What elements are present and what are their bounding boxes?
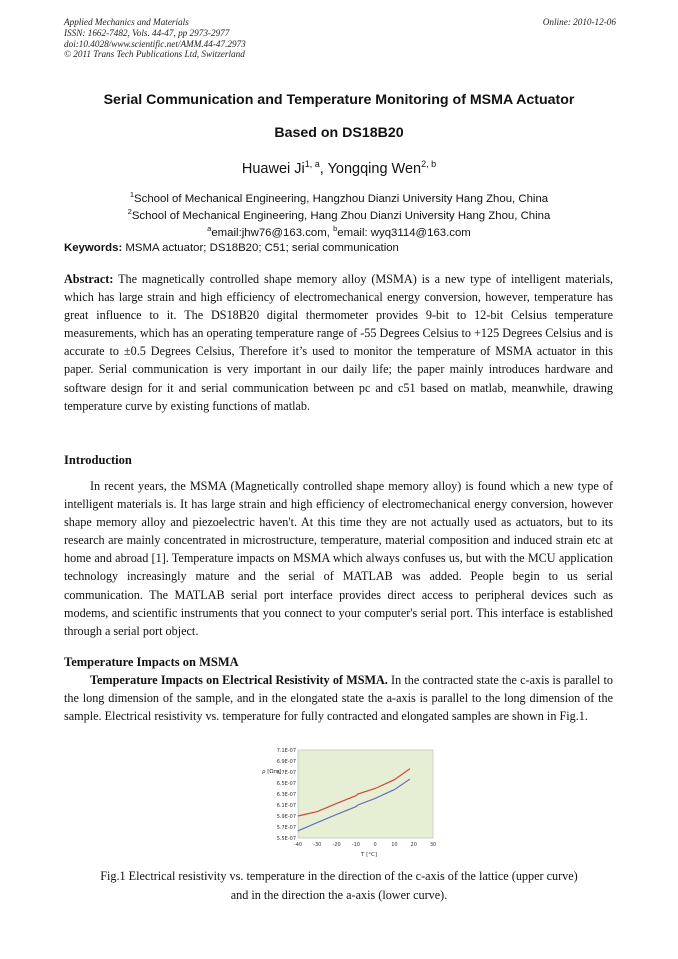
x-tick-label: -40 bbox=[293, 842, 303, 848]
y-tick-label: 6.9E-07 bbox=[276, 758, 296, 765]
y-tick-label: 6.1E-07 bbox=[276, 802, 296, 809]
resistivity-chart bbox=[260, 745, 442, 857]
affiliation-2-text: School of Mechanical Engineering, Hang Zhou Dianzi University Hang Zhou, China bbox=[131, 209, 551, 222]
temperature-section-text bbox=[64, 671, 613, 725]
x-axis-label: T [°C] bbox=[361, 852, 377, 857]
temperature-subheading: Temperature Impacts on Electrical Resistivity of MSMA. bbox=[90, 673, 388, 687]
y-tick-label: 5.5E-07 bbox=[276, 835, 296, 842]
caption-line-1: Fig.1 Electrical resistivity vs. temperature in the direction of the c-axis of the lattice (upper curve) bbox=[100, 869, 578, 883]
emails bbox=[0, 224, 678, 239]
author-2: Yongqing Wen bbox=[327, 160, 422, 177]
abstract-text: The magnetically controlled shape memory alloy (MSMA) is a new type of intelligent materials, which has large strain and high efficiency of electromechanical energy conversion, however, temperature has great influence to it. The DS18B20 digital thermometer provides 9-bit to 12-bit Celsius temperature measurements, which has an operating temperature range of -55 Degrees Celsius to +125 Degrees Celsius and is accurate to ±0.5 Degrees Celsius, Therefore it’s used to monitor the temperature of MSMA actuator in this paper. Serial communication is very important in our daily life; the paper mainly introduces hardware and software design for it and serial communication between pc and c51 based on matlab, meanwhile, drawing temperature curve by existing functions of matlab. bbox=[64, 272, 613, 413]
affiliation-1-sup: 1 bbox=[129, 190, 135, 199]
abstract-label: Abstract: bbox=[64, 272, 114, 286]
y-tick-label: 7.1E-07 bbox=[276, 747, 296, 754]
temperature-section-heading: Temperature Impacts on MSMA bbox=[64, 655, 239, 669]
keywords bbox=[64, 242, 399, 254]
affiliation-2 bbox=[0, 207, 678, 222]
y-tick-label: 6.7E-07 bbox=[276, 769, 296, 776]
caption-line-2: and in the direction the a-axis (lower curve). bbox=[230, 887, 448, 902]
y-axis-label: ρ [Ωm] bbox=[262, 769, 282, 775]
author-1: Huawei Ji bbox=[241, 160, 305, 177]
abstract bbox=[64, 270, 613, 415]
authors bbox=[0, 159, 678, 177]
x-tick-label: -30 bbox=[313, 842, 322, 848]
email-a: email:jhw76@163.com, bbox=[211, 226, 334, 239]
x-tick-label: 20 bbox=[410, 842, 417, 848]
online-date: Online: 2010-12-06 bbox=[542, 17, 616, 27]
paper-title-line-1: Serial Communication and Temperature Monitoring of MSMA Actuator bbox=[103, 92, 575, 108]
email-b-sup: b bbox=[333, 224, 338, 233]
temperature-paragraph: In the contracted state the c-axis is parallel to the long dimension of the sample, and in the elongated state the a-axis is parallel to the long dimension of the sample. Electrical resistivity vs. temperature for fully contracted and elongated samples are shown in Fig.1. bbox=[64, 673, 613, 724]
doi-line: doi:10.4028/www.scientific.net/AMM.44-47.2973 bbox=[64, 38, 246, 49]
author-2-sup: 2, b bbox=[421, 159, 437, 169]
journal-name: Applied Mechanics and Materials bbox=[64, 17, 189, 27]
keywords-label: Keywords: bbox=[64, 242, 123, 254]
plot-area bbox=[298, 750, 433, 838]
x-tick-label: -10 bbox=[351, 842, 360, 848]
x-tick-label: 10 bbox=[391, 842, 398, 848]
x-tick-label: 0 bbox=[373, 842, 377, 848]
affiliation-2-sup: 2 bbox=[127, 207, 132, 216]
y-tick-label: 5.9E-07 bbox=[276, 813, 296, 820]
introduction-heading: Introduction bbox=[64, 453, 132, 467]
x-tick-label: 30 bbox=[429, 842, 437, 848]
y-tick-label: 5.7E-07 bbox=[276, 824, 296, 831]
email-b: email: wyq3114@163.com bbox=[337, 226, 471, 239]
affiliation-1-text: School of Mechanical Engineering, Hangzhou Dianzi University Hang Zhou, China bbox=[134, 192, 549, 205]
copyright-line: © 2011 Trans Tech Publications Ltd, Switzerland bbox=[64, 49, 245, 60]
figure-1 bbox=[260, 745, 442, 857]
y-tick-label: 6.3E-07 bbox=[276, 791, 296, 798]
email-a-sup: a bbox=[207, 224, 212, 233]
issn-line: ISSN: 1662-7482, Vols. 44-47, pp 2973-2977 bbox=[64, 27, 230, 38]
journal-header bbox=[64, 17, 246, 60]
paper-title-line-2: Based on DS18B20 bbox=[274, 125, 404, 141]
affiliation-1 bbox=[0, 190, 678, 205]
author-1-sup: 1, a bbox=[304, 159, 320, 169]
author-separator: , bbox=[319, 160, 328, 177]
figure-caption bbox=[60, 867, 618, 904]
keywords-text: MSMA actuator; DS18B20; C51; serial communication bbox=[122, 242, 399, 254]
x-tick-label: -20 bbox=[332, 842, 341, 848]
introduction-text: In recent years, the MSMA (Magnetically controlled shape memory alloy) is found which a new type of intelligent materials is. It has large strain and high efficiency of electromechanical energy conversion, however shape memory alloy and piezoelectric haven't. At this time they are not actually used as actuators, but to its research are mainly concentrated in microstructure, temperature, material composition and induced strain etc at home and abroad [1]. Temperature impacts on MSMA which always confuses us, but with the MCU application technology increasingly mature and the serial of MATLAB was added. People begin to us serial communication. The MATLAB serial port interface provides direct access to peripheral devices such as modems, and scientific instruments that you connect to your computer's serial port. This interface is established through a serial port object. bbox=[64, 479, 613, 638]
y-tick-label: 6.5E-07 bbox=[276, 780, 296, 787]
